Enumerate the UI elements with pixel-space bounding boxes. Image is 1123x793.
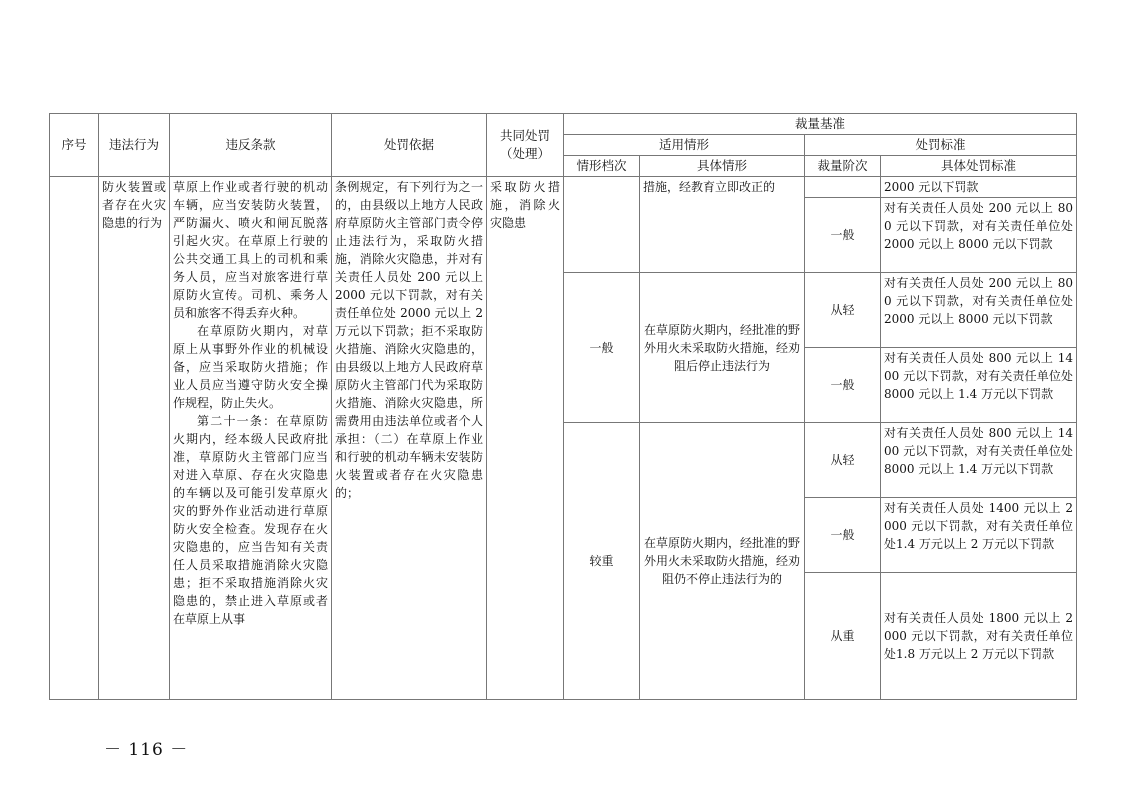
clause-paragraph-1: 草原上作业或者行驶的机动车辆，应当安装防火装置，严防漏火、喷火和闸瓦脱落引起火灾。在草原上行驶的公共交通工具上的司机和乘务人员，应当对旅客进行草原防火宣传。司机、乘务人员和旅客不得丢弃火种。 [173,180,328,320]
cell-violation: 防火装置或者存在火灾隐患的行为 [99,177,170,700]
cell-common-penalty: 采取防火措施，消除火灾隐患 [487,177,564,700]
header-applicable-situation: 适用情形 [564,135,805,156]
header-seq: 序号 [50,114,99,177]
header-common-penalty: 共同处罚（处理） [487,114,564,177]
header-penalty-standard: 处罚标准 [805,135,1077,156]
header-specific-situation: 具体情形 [640,156,805,177]
tier-2-situation: 在草原防火期内，经批准的野外用火未采取防火措施，经劝阻仍不停止违法行为的 [640,423,805,700]
tier-1-situation: 在草原防火期内，经批准的野外用火未采取防火措施，经劝阻后停止违法行为 [640,273,805,423]
tier-2-standard-1-level: 一般 [805,498,881,573]
cell-seq [50,177,99,700]
tier-1-standard-0-level: 从轻 [805,273,881,348]
clause-paragraph-2: 在草原防火期内，对草原上从事野外作业的机械设备，应当采取防火措施；作业人员应当遵守防火安全操作规程，防止失火。 [173,324,328,410]
tier-0-standard-1-text: 对有关责任人员处 200 元以上 800 元以下罚款，对有关责任单位处 2000 元以上 8000 元以下罚款 [881,198,1077,273]
tier-1-level: 一般 [564,273,640,423]
header-discretion-benchmark: 裁量基准 [564,114,1077,135]
tier-1-standard-0-text: 对有关责任人员处 200 元以上 800 元以下罚款，对有关责任单位处 2000 元以上 8000 元以下罚款 [881,273,1077,348]
tier-2-standard-0-level: 从轻 [805,423,881,498]
tier-2-standard-2-level: 从重 [805,573,881,700]
header-basis: 处罚依据 [332,114,487,177]
header-situation-level: 情形档次 [564,156,640,177]
header-violation: 违法行为 [99,114,170,177]
tier-0-standard-1-level: 一般 [805,198,881,273]
tier-2-standard-0-text: 对有关责任人员处 800 元以上 1400 元以下罚款，对有关责任单位处 8000 元以上 1.4 万元以下罚款 [881,423,1077,498]
header-clause: 违反条款 [170,114,332,177]
tier-0-standard-0-level [805,177,881,198]
tier-2-standard-2-text: 对有关责任人员处 1800 元以上 2000 元以下罚款，对有关责任单位处1.8 万元以上 2 万元以下罚款 [881,573,1077,700]
penalty-discretion-table [49,113,1077,700]
tier-0-level [564,177,640,273]
clause-paragraph-3: 第二十一条：在草原防火期内，经本级人民政府批准，草原防火主管部门应当对进入草原、存在火灾隐患的车辆以及可能引发草原火灾的野外作业活动进行草原防火安全检查。发现存在火灾隐患的，应当告知有关责任人员采取措施消除火灾隐患；拒不采取措施消除火灾隐患的，禁止进入草原或者在草原上从事 [173,414,328,626]
cell-clause [170,177,332,700]
tier-2-level: 较重 [564,423,640,700]
tier-0-standard-0-text: 2000 元以下罚款 [881,177,1077,198]
page-number: － 116 － [104,740,189,760]
cell-basis: 条例规定，有下列行为之一的，由县级以上地方人民政府草原防火主管部门责令停止违法行为，采取防火措施，消除火灾隐患，并对有关责任人员处 200 元以上 2000 元以下罚款，对有关责任单位处 2000 元以上 2 万元以下罚款；拒不采取防火措施、消除火灾隐患的，由县级以上地方人民政府草原防火主管部门代为采取防火措施、消除火灾隐患，所需费用由违法单位或者个人承担：（二）在草原上作业和行驶的机动车辆未安装防火装置或者存在火灾隐患的； [332,177,487,700]
tier-1-standard-1-level: 一般 [805,348,881,423]
header-specific-standard: 具体处罚标准 [881,156,1077,177]
tier-1-standard-1-text: 对有关责任人员处 800 元以上 1400 元以下罚款，对有关责任单位处 8000 元以上 1.4 万元以下罚款 [881,348,1077,423]
header-discretion-level: 裁量阶次 [805,156,881,177]
tier-0-situation: 措施，经教育立即改正的 [640,177,805,273]
tier-2-standard-1-text: 对有关责任人员处 1400 元以上 2000 元以下罚款，对有关责任单位处1.4 万元以上 2 万元以下罚款 [881,498,1077,573]
